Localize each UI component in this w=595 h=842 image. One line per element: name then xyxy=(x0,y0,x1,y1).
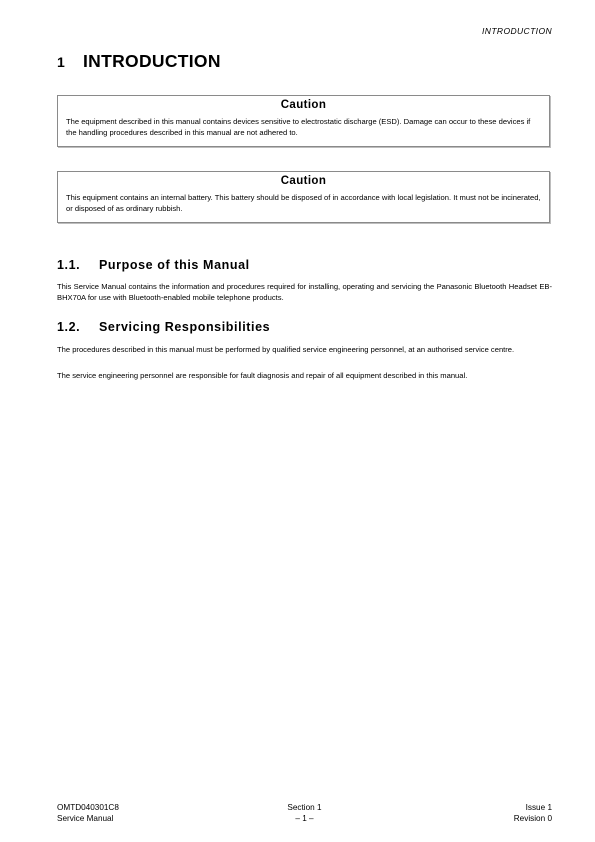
section-title: Servicing Responsibilities xyxy=(99,320,271,334)
revision-label: Revision 0 xyxy=(513,814,552,823)
battery-caution-box xyxy=(57,171,550,223)
footer-section xyxy=(57,802,552,824)
caution-text: The equipment described in this manual contains devices sensitive to electrostatic discharge (ESD). Damage can occur to these devices if the handling procedures described in this manual are not adhered to. xyxy=(66,117,531,137)
chapter-heading: INTRODUCTION xyxy=(83,51,221,71)
caution-heading: Caution xyxy=(280,175,327,187)
section-heading-servicing xyxy=(57,320,270,334)
section-label: Section 1 xyxy=(287,803,322,812)
servicing-paragraph: The procedures described in this manual must be performed by qualified service engineering personnel, at an authorised service centre. xyxy=(57,345,515,354)
esd-caution-box xyxy=(57,95,550,147)
section-heading-purpose xyxy=(57,258,250,272)
servicing-paragraph: The service engineering personnel are responsible for fault diagnosis and repair of all equipment described in this manual. xyxy=(57,371,468,380)
section-title: Purpose of this Manual xyxy=(99,258,250,272)
caution-heading: Caution xyxy=(280,99,327,111)
chapter-title xyxy=(57,51,221,72)
document-code: OMTD040301C8 xyxy=(57,803,119,812)
purpose-paragraph: This Service Manual contains the information and procedures required for installing, operating and servicing the Panasonic Bluetooth Headset EB-BHX70A for use with Bluetooth-enabled mobile telephone products. xyxy=(57,282,552,302)
chapter-number: 1 xyxy=(57,54,65,70)
issue-label: Issue 1 xyxy=(525,803,552,812)
section-number: 1.1. xyxy=(57,258,81,272)
page-number: – 1 – xyxy=(295,814,314,823)
caution-text: This equipment contains an internal battery. This battery should be disposed of in accordance with local legislation. It must not be incinerated, or disposed of as ordinary rubbish. xyxy=(66,193,541,213)
section-number: 1.2. xyxy=(57,320,81,334)
running-header: INTRODUCTION xyxy=(482,26,552,36)
document-type: Service Manual xyxy=(57,814,114,823)
footer-revision xyxy=(514,802,552,824)
